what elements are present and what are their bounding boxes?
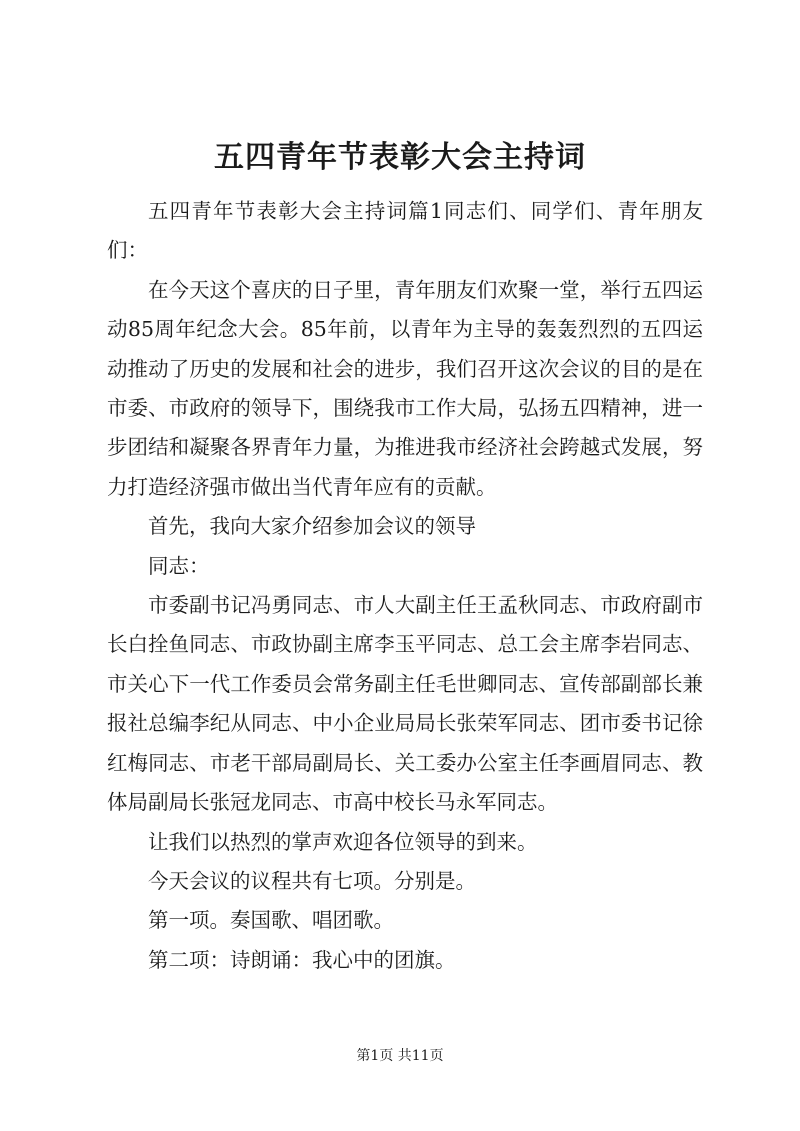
paragraph-welcome: 让我们以热烈的掌声欢迎各位领导的到来。 xyxy=(148,829,538,854)
paragraph-agenda: 今天会议的议程共有七项。分别是。 xyxy=(148,868,476,893)
paragraph-opening: 五四青年节表彰大会主持词篇1同志们、同学们、青年朋友们： xyxy=(107,199,703,263)
paragraph-comrades: 同志： xyxy=(148,553,210,578)
document-title: 五四青年节表彰大会主持词 xyxy=(214,140,586,175)
page-footer: 第1页 共11页 xyxy=(356,1048,444,1064)
paragraph-item-two: 第二项：诗朗诵：我心中的团旗。 xyxy=(148,947,456,972)
paragraph-item-one: 第一项。奏国歌、唱团歌。 xyxy=(148,908,394,933)
document-body xyxy=(107,192,703,980)
paragraph-leader-list: 市委副书记冯勇同志、市人大副主任王孟秋同志、市政府副市长白拴鱼同志、市政协副主席李玉平同志、总工会主席李岩同志、市关心下一代工作委员会常务副主任毛世卿同志、宣传部副部长兼报社总编李纪从同志、中小企业局局长张荣军同志、团市委书记徐红梅同志、市老干部局副局长、关工委办公室主任李画眉同志、教体局副局长张冠龙同志、市高中校长马永军同志。 xyxy=(107,593,703,815)
paragraph-purpose: 在今天这个喜庆的日子里，青年朋友们欢聚一堂，举行五四运动85周年纪念大会。85年前，以青年为主导的轰轰烈烈的五四运动推动了历史的发展和社会的进步，我们召开这次会议的目的是在市委、市政府的领导下，围绕我市工作大局，弘扬五四精神，进一步团结和凝聚各界青年力量，为推进我市经济社会跨越式发展，努力打造经济强市做出当代青年应有的贡献。 xyxy=(107,277,703,499)
paragraph-introduce-leaders: 首先，我向大家介绍参加会议的领导 xyxy=(148,514,476,539)
